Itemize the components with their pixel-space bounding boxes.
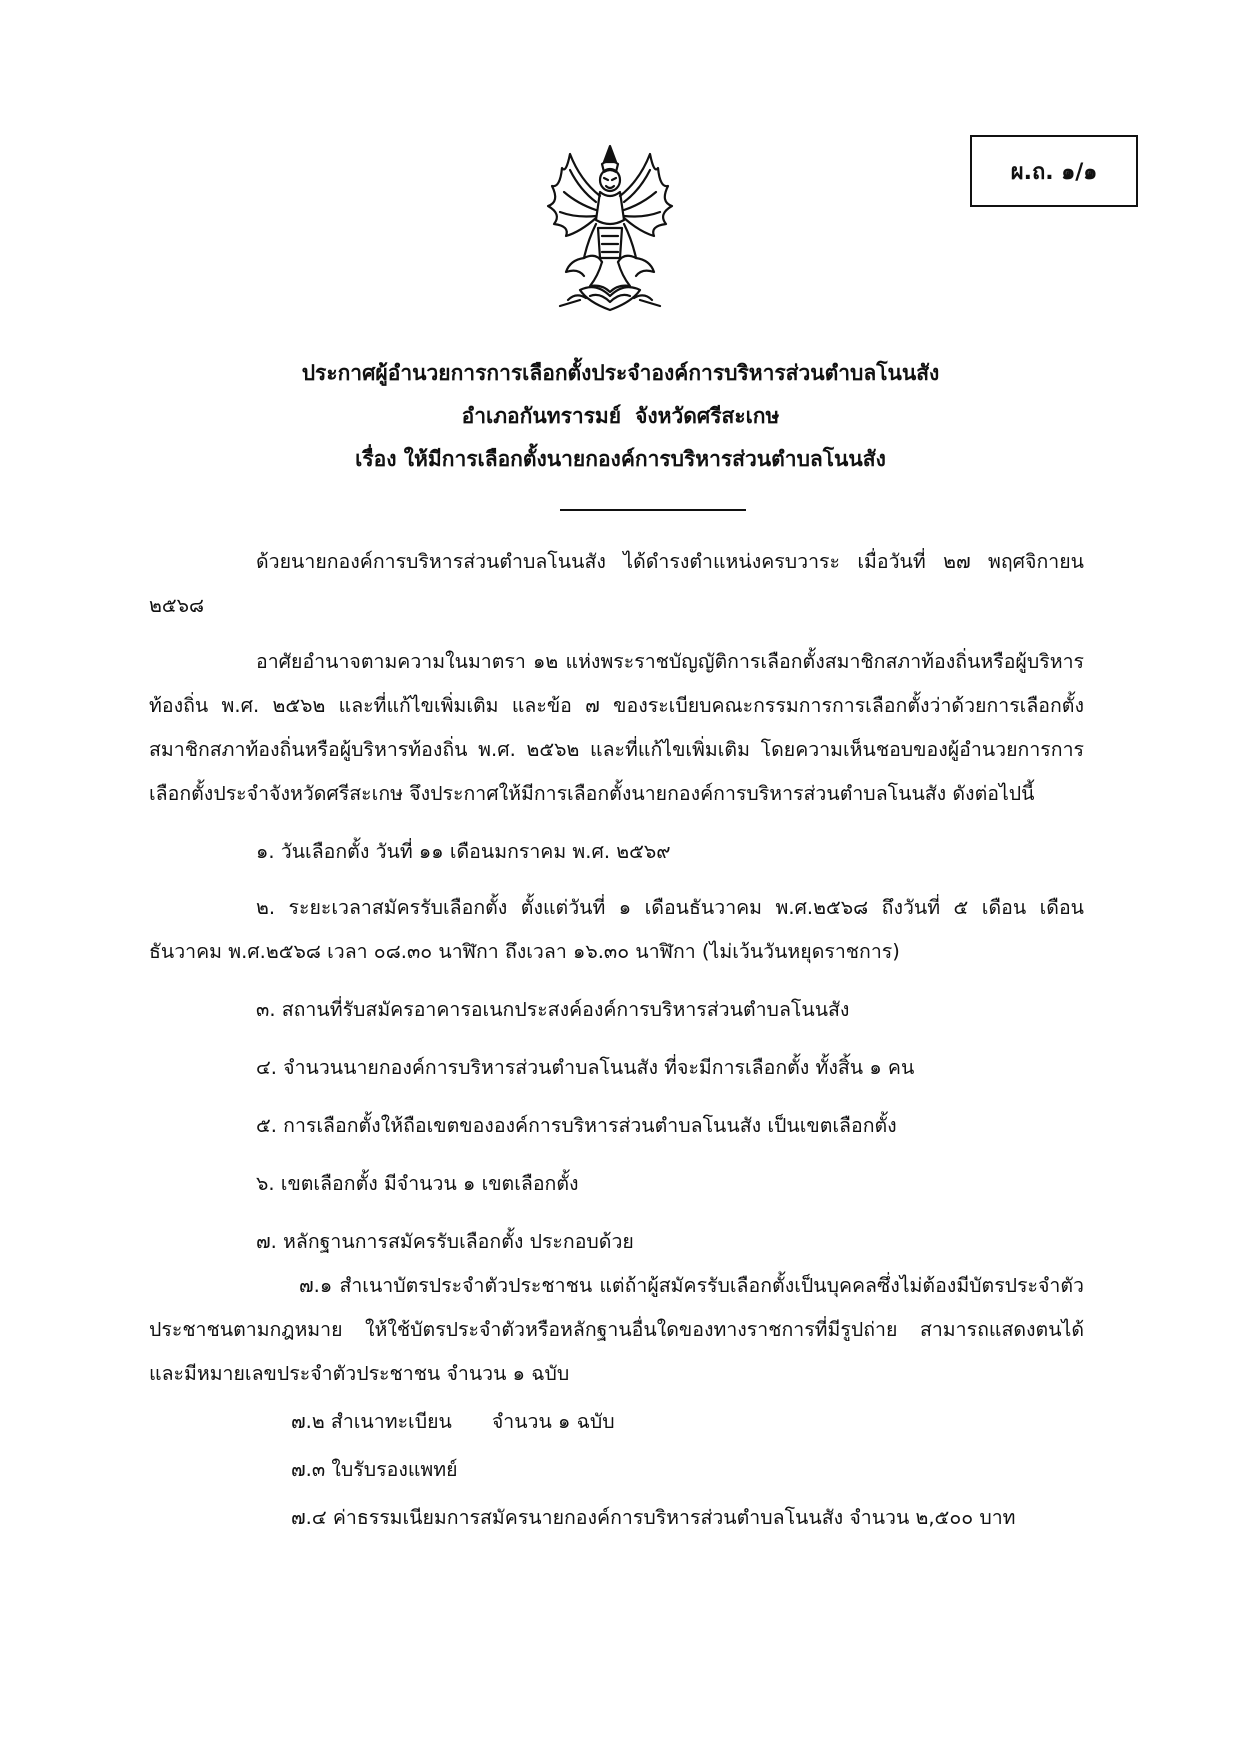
header-district: อำเภอกันทรารมย์: [461, 404, 622, 428]
title-divider: [560, 509, 746, 511]
form-code: ผ.ถ. ๑/๑: [1010, 159, 1098, 185]
header-location-line: [140, 395, 1101, 438]
subitem-id-card-copy: ๗.๑ สำเนาบัตรประจำตัวประชาชน แต่ถ้าผู้สมัครรับเลือกตั้งเป็นบุคคลซึ่งไม่ต้องมีบัตรประจำตัวประชาชนตามกฎหมาย ให้ใช้บัตรประจำตัวหรือหลักฐานอื่นใดของทางราชการที่มีรูปถ่าย สามารถแสดงตนได้และมีหมายเลขประจำตัวประชาชน จำนวน ๑ ฉบับ: [149, 1274, 1084, 1385]
form-code-box: [970, 135, 1138, 207]
item-application-venue: ๓. สถานที่รับสมัครอาคารอเนกประสงค์องค์การบริหารส่วนตำบลโนนสัง: [256, 998, 850, 1021]
item-constituency-count: ๖. เขตเลือกตั้ง มีจำนวน ๑ เขตเลือกตั้ง: [256, 1172, 579, 1195]
header-title-line: ประกาศผู้อำนวยการการเลือกตั้งประจำองค์การบริหารส่วนตำบลโนนสัง: [301, 361, 940, 385]
announcement-body: [149, 540, 1084, 1540]
garuda-emblem-icon: [540, 140, 680, 318]
item-required-documents: ๗. หลักฐานการสมัครรับเลือกตั้ง ประกอบด้วย: [256, 1230, 634, 1253]
subitem-house-registration-qty: จำนวน ๑ ฉบับ: [491, 1410, 615, 1433]
item-electoral-area: ๕. การเลือกตั้งให้ถือเขตขององค์การบริหารส่วนตำบลโนนสัง เป็นเขตเลือกตั้ง: [256, 1114, 897, 1137]
item-number-of-positions: ๔. จำนวนนายกองค์การบริหารส่วนตำบลโนนสัง ที่จะมีการเลือกตั้ง ทั้งสิ้น ๑ คน: [256, 1056, 915, 1079]
announcement-header: [140, 352, 1101, 481]
subitem-house-registration-label: ๗.๒ สำเนาทะเบียน: [291, 1410, 452, 1433]
subitem-medical-certificate: ๗.๓ ใบรับรองแพทย์: [291, 1458, 458, 1481]
paragraph-term-end: ด้วยนายกองค์การบริหารส่วนตำบลโนนสัง ได้ดำรงตำแหน่งครบวาระ เมื่อวันที่ ๒๗ พฤศจิกายน ๒๕๖๘: [149, 550, 1084, 617]
item-election-date: ๑. วันเลือกตั้ง วันที่ ๑๑ เดือนมกราคม พ.ศ. ๒๕๖๙: [256, 840, 671, 863]
subitem-application-fee: ๗.๔ ค่าธรรมเนียมการสมัครนายกองค์การบริหารส่วนตำบลโนนสัง จำนวน ๒,๕๐๐ บาท: [291, 1506, 1016, 1529]
subitem-house-registration: [149, 1400, 1084, 1444]
header-province: จังหวัดศรีสะเกษ: [635, 404, 780, 428]
header-subject-line: เรื่อง ให้มีการเลือกตั้งนายกองค์การบริหารส่วนตำบลโนนสัง: [355, 447, 886, 471]
item-application-period: ๒. ระยะเวลาสมัครรับเลือกตั้ง ตั้งแต่วันที่ ๑ เดือนธันวาคม พ.ศ.๒๕๖๘ ถึงวันที่ ๕ เดือน เดือนธันวาคม พ.ศ.๒๕๖๘ เวลา ๐๘.๓๐ นาฬิกา ถึงเวลา ๑๖.๓๐ นาฬิกา (ไม่เว้นวันหยุดราชการ): [149, 896, 1084, 963]
paragraph-legal-basis: อาศัยอำนาจตามความในมาตรา ๑๒ แห่งพระราชบัญญัติการเลือกตั้งสมาชิกสภาท้องถิ่นหรือผู้บริหารท้องถิ่น พ.ศ. ๒๕๖๒ และที่แก้ไขเพิ่มเติม และข้อ ๗ ของระเบียบคณะกรรมการการเลือกตั้งว่าด้วยการเลือกตั้งสมาชิกสภาท้องถิ่นหรือผู้บริหารท้องถิ่น พ.ศ. ๒๕๖๒ และที่แก้ไขเพิ่มเติม โดยความเห็นชอบของผู้อำนวยการการเลือกตั้งประจำจังหวัดศรีสะเกษ จึงประกาศให้มีการเลือกตั้งนายกองค์การบริหารส่วนตำบลโนนสัง ดังต่อไปนี้: [149, 650, 1084, 805]
